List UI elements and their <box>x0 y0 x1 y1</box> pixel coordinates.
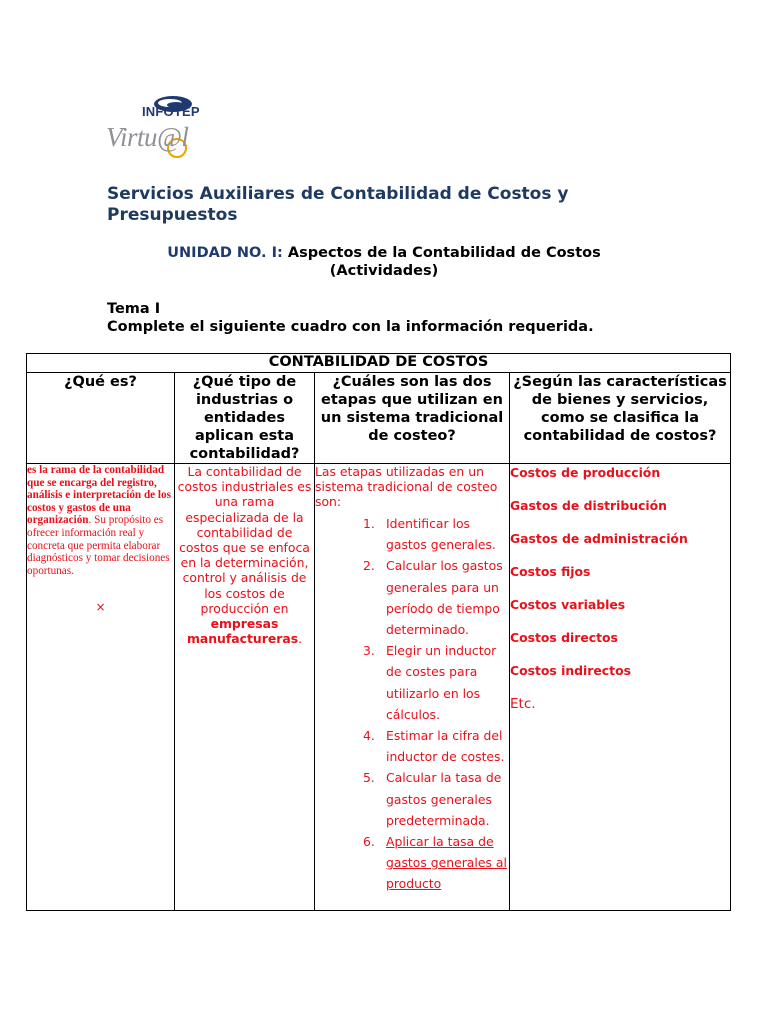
cell-classification <box>510 464 731 911</box>
list-line: gastos generales. <box>386 537 496 553</box>
classification-item: Costos de producción <box>510 465 661 480</box>
logo-text-virtual: Virtu@l <box>106 122 189 152</box>
header-tipo-industrias: ¿Qué tipo de industrias o entidades aplican esta contabilidad? <box>175 373 315 464</box>
stages-intro: Las etapas utilizadas en un sistema tradicional de costeo son: <box>315 464 498 509</box>
header-etapas: ¿Cuáles son las dos etapas que utilizan en un sistema tradicional de costeo? <box>315 373 510 464</box>
industries-text: La contabilidad de costos industriales es una rama especializada de la contabilidad de costos que se enfoca en la determinación, control y análisis de los costos de producción en <box>177 464 312 616</box>
list-line: Calcular la tasa de <box>386 770 502 786</box>
list-item <box>315 725 509 767</box>
list-line: período de tiempo <box>386 600 500 616</box>
close-icon: × <box>95 600 106 615</box>
document-title: Servicios Auxiliares de Contabilidad de Costos y Presupuestos <box>107 184 569 225</box>
stages-list <box>315 513 509 895</box>
list-item-text <box>386 770 501 827</box>
classification-item: Gastos de distribución <box>510 498 668 513</box>
unit-subtitle: (Actividades) <box>329 263 439 279</box>
costs-table <box>26 353 731 911</box>
instruction-text: Complete el siguiente cuadro con la información requerida. <box>107 319 594 335</box>
list-number: 4. <box>363 728 375 744</box>
infotep-virtual-logo <box>106 92 216 160</box>
unit-heading <box>60 244 708 280</box>
classification-item: Costos fijos <box>510 564 591 579</box>
list-line: Aplicar la tasa de <box>386 834 494 850</box>
list-line: generales para un <box>386 579 499 595</box>
list-line: utilizarlo en los <box>386 685 481 701</box>
unit-title: Aspectos de la Contabilidad de Costos <box>287 245 601 261</box>
list-item <box>315 831 509 895</box>
cell-industries <box>175 464 315 911</box>
list-item <box>315 767 509 831</box>
classification-etc: Etc. <box>510 696 536 712</box>
classification-item: Gastos de administración <box>510 531 688 546</box>
list-line: producto <box>386 876 442 892</box>
list-item-text <box>386 728 504 764</box>
logo-text-infotep: INFOTEP <box>142 104 200 119</box>
table-title: CONTABILIDAD DE COSTOS <box>27 354 731 373</box>
list-line: gastos generales al <box>386 855 507 871</box>
list-line: de costes para <box>386 664 478 680</box>
list-number: 3. <box>363 643 375 659</box>
cell-stages <box>315 464 510 911</box>
definition-text: . Su propósito es ofrecer información real y concreta que permita elaborar diagnósticos y tomar decisiones oportunas. <box>27 514 170 577</box>
list-item-text <box>386 643 496 722</box>
list-line: Calcular los gastos <box>386 558 503 574</box>
header-clasificacion: ¿Según las características de bienes y servicios, como se clasifica la contabilidad de costos? <box>510 373 731 464</box>
list-line: predeterminada. <box>386 812 490 828</box>
topic-block <box>107 300 594 336</box>
list-line: Identificar los <box>386 516 471 531</box>
list-item-text <box>386 834 507 891</box>
classification-item: Costos directos <box>510 630 618 645</box>
list-line: Elegir un inductor <box>386 643 497 659</box>
list-number: 2. <box>363 558 375 574</box>
list-item <box>315 513 509 555</box>
list-line: cálculos. <box>386 706 440 722</box>
list-number: 6. <box>363 834 375 850</box>
cell-definition <box>27 464 175 911</box>
list-number: 5. <box>363 770 375 786</box>
list-item <box>315 640 509 725</box>
list-line: Estimar la cifra del <box>386 728 503 744</box>
list-item-text <box>386 516 496 552</box>
list-line: inductor de costes. <box>386 749 505 765</box>
list-line: gastos generales <box>386 791 492 807</box>
definition-bold-text: es la rama de la contabilidad que se encarga del registro, análisis e interpretación de los costos y gastos de una organización <box>27 464 171 527</box>
header-que-es: ¿Qué es? <box>27 373 175 464</box>
list-item <box>315 555 509 640</box>
list-item-text <box>386 558 503 637</box>
list-number: 1. <box>363 516 375 531</box>
classification-item: Costos variables <box>510 597 626 612</box>
industries-bold-text: empresas manufactureras <box>186 616 299 647</box>
industries-end: . <box>298 631 303 647</box>
unit-number: UNIDAD NO. I: <box>167 245 283 261</box>
list-line: determinado. <box>386 622 469 638</box>
topic-label: Tema I <box>107 301 161 317</box>
classification-item: Costos indirectos <box>510 663 631 678</box>
